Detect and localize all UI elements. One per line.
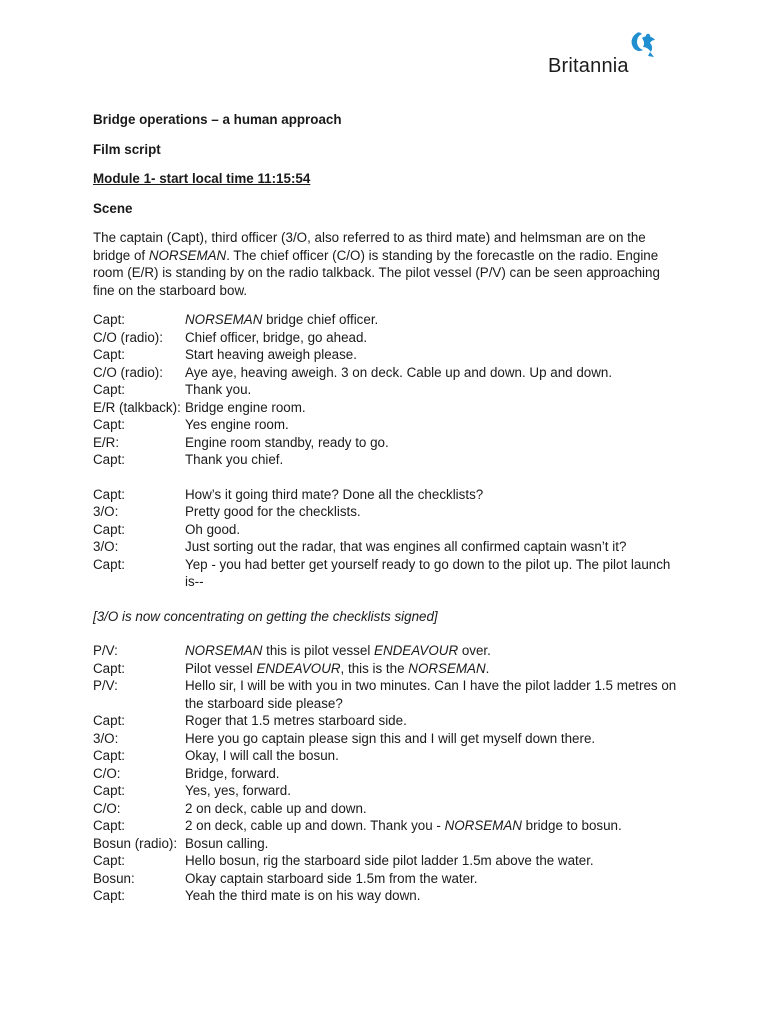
dialogue-line <box>93 381 683 399</box>
spoken-line: Yep - you had better get yourself ready to go down to the pilot up. The pilot launch is-- <box>185 556 671 589</box>
spoken-line: Yes, yes, forward. <box>185 783 291 798</box>
speaker-label: P/V: <box>93 678 118 693</box>
spoken-line: Pilot vessel ENDEAVOUR, this is the NORSEMAN. <box>185 660 490 676</box>
spoken-line: Okay, I will call the bosun. <box>185 748 339 763</box>
dialogue-line <box>93 434 683 452</box>
dialogue-line <box>93 782 683 800</box>
spoken-line: Bosun calling. <box>185 835 269 851</box>
document-body <box>93 111 683 922</box>
speaker-label: C/O (radio): <box>93 364 163 380</box>
spoken-line: 2 on deck, cable up and down. Thank you - NORSEMAN bridge to bosun. <box>185 818 622 833</box>
speaker-label: E/R (talkback): <box>93 399 181 415</box>
speaker-label: P/V: <box>93 643 118 658</box>
dialogue-line <box>93 835 683 853</box>
scene-description: The captain (Capt), third officer (3/O, also referred to as third mate) and helmsman are on the bridge of NORSEMAN. The chief officer (C/O) is standing by the forecastle on the radio. Engine room (E/R) is standing by on the radio talkback. The pilot vessel (P/V) can be seen approaching fine on the starboard bow. <box>93 230 660 298</box>
spoken-line: 2 on deck, cable up and down. <box>185 800 367 816</box>
britannia-logo <box>548 30 668 80</box>
speaker-label: Capt: <box>93 417 126 432</box>
spoken-line: Okay captain starboard side 1.5m from the water. <box>185 870 478 886</box>
dialogue-line <box>93 503 683 521</box>
dialogue-line <box>93 329 683 347</box>
spoken-line: Just sorting out the radar, that was engines all confirmed captain wasn’t it? <box>185 539 627 554</box>
logo-text: Britannia <box>548 55 629 77</box>
spoken-line: Chief officer, bridge, go ahead. <box>185 329 368 345</box>
speaker-label: Bosun (radio): <box>93 835 178 851</box>
spoken-line: Yeah the third mate is on his way down. <box>185 888 421 903</box>
spoken-line: Start heaving aweigh please. <box>185 347 357 362</box>
document-title: Bridge operations – a human approach <box>93 112 342 127</box>
stage-note: [3/O is now concentrating on getting the checklists signed] <box>93 608 438 624</box>
dialogue-line <box>93 747 683 765</box>
speaker-label: 3/O: <box>93 504 119 519</box>
spoken-line: Hello sir, I will be with you in two minutes. Can I have the pilot ladder 1.5 metres on the starboard side please? <box>185 678 677 711</box>
spoken-line: NORSEMAN this is pilot vessel ENDEAVOUR over. <box>185 643 491 658</box>
speaker-label: Bosun: <box>93 870 135 886</box>
speaker-label: Capt: <box>93 888 126 903</box>
speaker-label: 3/O: <box>93 730 119 746</box>
dialogue-line <box>93 451 683 469</box>
speaker-label: Capt: <box>93 382 126 397</box>
dialogue-block-3 <box>93 642 683 905</box>
spoken-line: How’s it going third mate? Done all the checklists? <box>185 486 484 502</box>
speaker-label: 3/O: <box>93 539 119 554</box>
spoken-line: NORSEMAN bridge chief officer. <box>185 312 379 327</box>
dialogue-line <box>93 556 683 591</box>
spoken-line: Oh good. <box>185 521 241 537</box>
speaker-label: C/O: <box>93 800 121 816</box>
spoken-line: Hello bosun, rig the starboard side pilot ladder 1.5m above the water. <box>185 853 594 868</box>
dialogue-line <box>93 521 683 539</box>
dialogue-line <box>93 416 683 434</box>
spoken-line: Aye aye, heaving aweigh. 3 on deck. Cable up and down. Up and down. <box>185 364 613 380</box>
dialogue-line <box>93 642 683 660</box>
speaker-label: Capt: <box>93 748 126 763</box>
spoken-line: Roger that 1.5 metres starboard side. <box>185 713 407 728</box>
dialogue-line <box>93 364 683 382</box>
dialogue-line <box>93 887 683 905</box>
speaker-label: E/R: <box>93 434 120 450</box>
speaker-label: Capt: <box>93 818 126 833</box>
spoken-line: Bridge, forward. <box>185 765 280 781</box>
dialogue-line <box>93 311 683 329</box>
dialogue-line <box>93 660 683 678</box>
dialogue-line <box>93 399 683 417</box>
spoken-line: Engine room standby, ready to go. <box>185 434 389 450</box>
britannia-figure-icon <box>628 30 660 60</box>
dialogue-line <box>93 817 683 835</box>
speaker-label: C/O (radio): <box>93 329 163 345</box>
dialogue-line <box>93 870 683 888</box>
speaker-label: Capt: <box>93 713 126 728</box>
speaker-label: Capt: <box>93 347 126 362</box>
speaker-label: Capt: <box>93 486 126 502</box>
dialogue-line <box>93 677 683 712</box>
spoken-line: Pretty good for the checklists. <box>185 504 361 519</box>
spoken-line: Thank you. <box>185 382 252 397</box>
speaker-label: Capt: <box>93 783 126 798</box>
speaker-label: Capt: <box>93 660 126 676</box>
dialogue-line <box>93 346 683 364</box>
dialogue-line <box>93 712 683 730</box>
spoken-line: Yes engine room. <box>185 417 289 432</box>
dialogue-line <box>93 538 683 556</box>
document-subtitle: Film script <box>93 141 161 157</box>
spoken-line: Bridge engine room. <box>185 399 306 415</box>
dialogue-line <box>93 765 683 783</box>
dialogue-block-1 <box>93 311 683 469</box>
speaker-label: Capt: <box>93 452 126 467</box>
dialogue-line <box>93 800 683 818</box>
dialogue-line <box>93 486 683 504</box>
spoken-line: Here you go captain please sign this and I will get myself down there. <box>185 730 596 746</box>
speaker-label: C/O: <box>93 765 121 781</box>
speaker-label: Capt: <box>93 521 126 537</box>
speaker-label: Capt: <box>93 853 126 868</box>
module-heading: Module 1- start local time 11:15:54 <box>93 171 311 186</box>
dialogue-line <box>93 852 683 870</box>
spoken-line: Thank you chief. <box>185 452 284 467</box>
speaker-label: Capt: <box>93 556 126 572</box>
speaker-label: Capt: <box>93 312 126 327</box>
scene-heading: Scene <box>93 200 133 216</box>
dialogue-line <box>93 730 683 748</box>
dialogue-block-2 <box>93 486 683 591</box>
